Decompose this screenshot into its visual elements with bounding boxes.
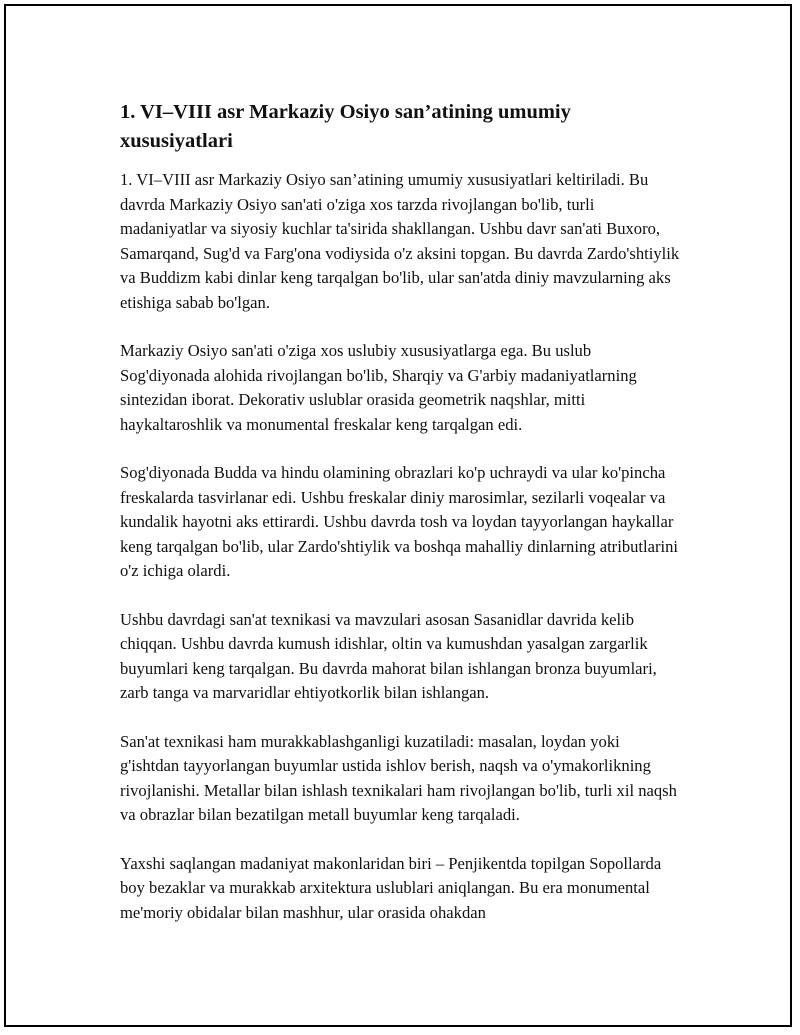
paragraph-penjikent: Yaxshi saqlangan madaniyat makonlaridan biri – Penjikentda topilgan Sopollarda boy bezaklar va murakkab arxitektura uslublari aniqlangan. Bu era monumental me'moriy obidalar bilan mashhur, ular orasida ohakdan [120, 853, 662, 922]
paragraph-techniques: Ushbu davrdagi san'at texnikasi va mavzulari asosan Sasanidlar davrida kelib chiqqan. Ushbu davrda kumush idishlar, oltin va kumushdan yasalgan zargarlik buyumlari keng tarqalgan. Bu davrda mahorat bilan ishlangan bronza buyumlari, zarb tanga va marvaridlar ehtiyotkorlik bilan ishlangan. [120, 609, 657, 702]
document-page [4, 4, 792, 1027]
paragraph-style: Markaziy Osiyo san'ati o'ziga xos uslubiy xususiyatlarga ega. Bu uslub Sog'diyonada alohida rivojlangan bo'lib, Sharqiy va G'arbiy madaniyatlarning sintezidan iborat. Dekorativ uslublar orasida geometrik naqshlar, mitti haykaltaroshlik va monumental freskalar keng tarqalgan edi. [120, 341, 637, 434]
document-body [120, 98, 680, 949]
paragraph-sogdiana: Sog'diyonada Budda va hindu olamining obrazlari ko'p uchraydi va ular ko'pincha freskalarda tasvirlanar edi. Ushbu freskalar diniy marosimlar, sezilarli voqealar va kundalik hayotni aks ettirardi. Ushbu davrda tosh va loydan tayyorlangan haykallar keng tarqalgan bo'lib, ular Zardo'shtiylik va boshqa mahalliy dinlarning atributlarini o'z ichiga olardi. [120, 463, 679, 580]
section-heading: 1. VI–VIII asr Markaziy Osiyo san’atining umumiy xususiyatlari [120, 101, 571, 152]
paragraph-complexity: San'at texnikasi ham murakkablashganligi kuzatiladi: masalan, loydan yoki g'ishtdan tayyorlangan buyumlar ustida ishlov berish, naqsh va o'ymakorlikning rivojlanishi. Metallar bilan ishlash texnikalari ham rivojlangan bo'lib, turli xil naqsh va obrazlar bilan bezatilgan metall buyumlar keng tarqaladi. [120, 731, 677, 824]
paragraph-intro: 1. VI–VIII asr Markaziy Osiyo san’atining umumiy xususiyatlari keltiriladi. Bu davrda Markaziy Osiyo san'ati o'ziga xos tarzda rivojlangan bo'lib, turli madaniyatlar va siyosiy kuchlar ta'sirida shakllangan. Ushbu davr san'ati Buxoro, Samarqand, Sug'd va Farg'ona vodiysida o'z aksini topgan. Bu davrda Zardo'shtiylik va Buddizm kabi dinlar keng tarqalgan bo'lib, ular san'atda diniy mavzularning aks etishiga sabab bo'lgan. [120, 170, 680, 312]
